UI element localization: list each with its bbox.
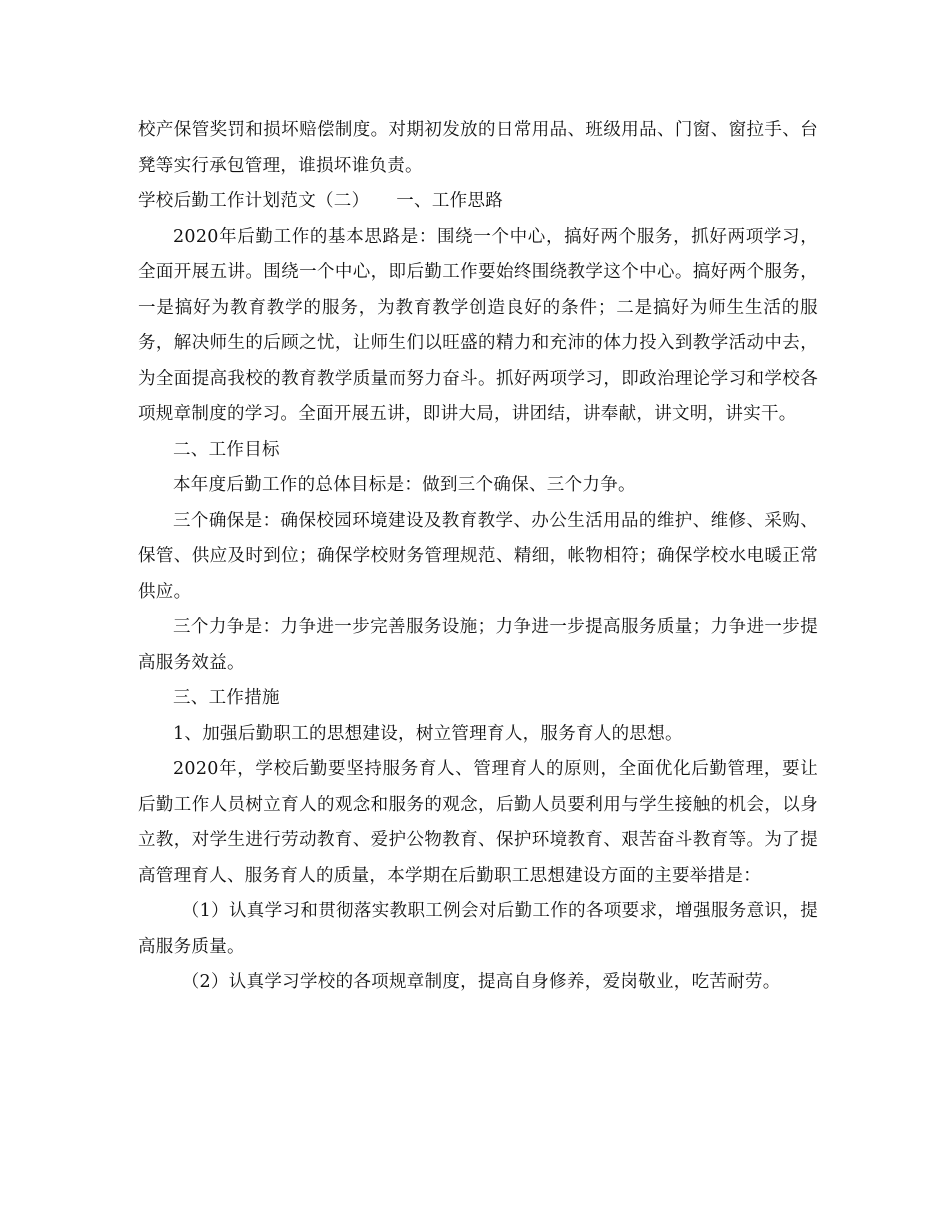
paragraph-continuation: 校产保管奖罚和损坏赔偿制度。对期初发放的日常用品、班级用品、门窗、窗拉手、台凳等实行承包管理，谁损坏谁负责。 (138, 120, 818, 176)
paragraph-work-ideas: 2020年后勤工作的基本思路是：围绕一个中心，搞好两个服务，抓好两项学习，全面开展五讲。围绕一个中心，即后勤工作要始终围绕教学这个中心。搞好两个服务，一是搞好为教育教学的服务，为教育教学创造良好的条件；二是搞好为师生生活的服务，解决师生的后顾之忧，让师生们以旺盛的精力和充沛的体力投入到教学活动中去，为全面提高我校的教育教学质量而努力奋斗。抓好两项学习，即政治理论学习和学校各项规章制度的学习。全面开展五讲，即讲大局，讲团结，讲奉献，讲文明，讲实干。 (138, 226, 818, 424)
paragraph-overall-goal: 本年度后勤工作的总体目标是：做到三个确保、三个力争。 (173, 475, 636, 495)
list-item-2: （2）认真学习学校的各项规章制度，提高自身修养，爱岗敬业，吃苦耐劳。 (181, 972, 781, 992)
paragraph-three-strives: 三个力争是：力争进一步完善服务设施；力争进一步提高服务质量；力争进一步提高服务效益。 (138, 617, 818, 673)
document-body (138, 113, 818, 1001)
heading-work-goals: 二、工作目标 (173, 439, 280, 460)
paragraph-measure-one-detail: 2020年，学校后勤要坚持服务育人、管理育人的原则，全面优化后勤管理，要让后勤工作人员树立育人的观念和服务的观念，后勤人员要利用与学生接触的机会，以身立教，对学生进行劳动教育、爱护公物教育、保护环境教育、艰苦奋斗教育等。为了提高管理育人、服务育人的质量，本学期在后勤职工思想建设方面的主要举措是： (138, 759, 818, 886)
paragraph-three-ensures: 三个确保是：确保校园环境建设及教育教学、办公生活用品的维护、维修、采购、保管、供应及时到位；确保学校财务管理规范、精细，帐物相符；确保学校水电暖正常供应。 (138, 510, 818, 602)
heading-work-measures: 三、工作措施 (173, 688, 280, 708)
section-title-plan-two: 学校后勤工作计划范文（二） 一、工作思路 (138, 191, 504, 211)
paragraph-measure-one: 1、加强后勤职工的思想建设，树立管理育人，服务育人的思想。 (173, 723, 683, 744)
list-item-1: （1）认真学习和贯彻落实教职工例会对后勤工作的各项要求，增强服务意识，提高服务质量。 (138, 901, 818, 957)
